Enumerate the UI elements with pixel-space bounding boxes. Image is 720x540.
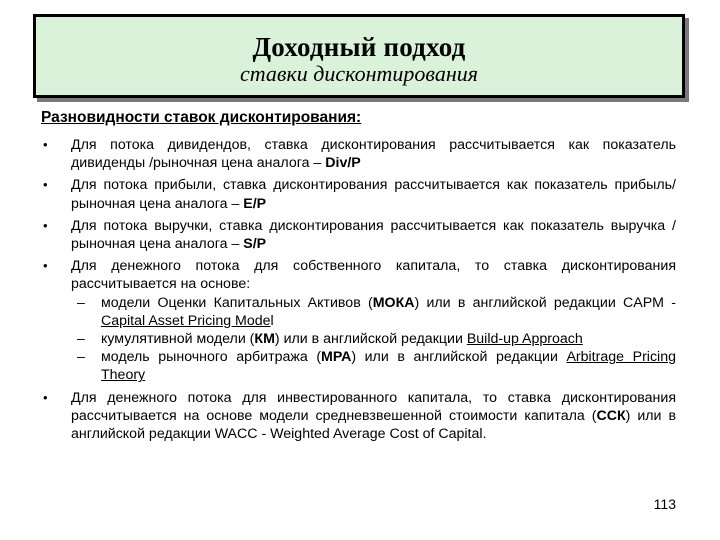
bullet-icon: • — [43, 258, 48, 274]
sub-item-text: модели Оценки Капитальных Активов ( — [101, 294, 373, 311]
sub-item-abbr: КМ — [254, 331, 275, 348]
sub-item-text: ) или в английской редакции — [351, 349, 567, 366]
sub-item-link[interactable]: Capital Asset Pricing Mode — [101, 312, 271, 329]
item-text: Для потока прибыли, ставка дисконтирования рассчитывается как показатель прибыль/рыночная цена аналога – — [71, 177, 676, 212]
item-text: Для денежного потока для инвестированного капитала, то ставка дисконтирования рассчитывается на основе модели средневзвешенной стоимости капитала ( — [71, 389, 676, 424]
sub-item-link[interactable]: Arbitrage Pricing Theory — [101, 349, 676, 384]
item-text: Для потока выручки, ставка дисконтирования рассчитывается как показатель выручка /рыночная цена аналога – — [71, 217, 676, 253]
list-item — [41, 176, 676, 212]
dash-icon: – — [77, 331, 85, 348]
bullet-icon: • — [43, 217, 48, 233]
sub-item — [71, 348, 676, 384]
item-abbr: ССК — [596, 407, 626, 424]
slide-subtitle: ставки дисконтирования — [240, 61, 478, 86]
title-box — [33, 14, 685, 98]
dash-icon: – — [77, 349, 85, 366]
item-formula: E/P — [243, 195, 267, 212]
sub-item-abbr: МРА — [321, 349, 352, 366]
sub-item-text: ) или в английской редакции — [274, 331, 467, 348]
item-formula: S/P — [243, 236, 267, 253]
sub-item — [71, 294, 676, 330]
item-formula: Div/P — [325, 155, 361, 172]
dash-icon: – — [77, 294, 85, 311]
sub-item-text: ) или в английской редакции CAPM - — [414, 294, 676, 311]
bullet-icon: • — [43, 177, 48, 193]
sub-item-text: l — [270, 312, 274, 329]
sub-item-text: кумулятивной модели ( — [101, 331, 255, 348]
slide-title: Доходный подход — [252, 32, 466, 62]
list-item — [41, 217, 676, 253]
bullet-icon: • — [43, 137, 48, 152]
sub-item-text: модель рыночного арбитража ( — [101, 349, 322, 366]
page-number: 113 — [653, 496, 676, 512]
list-item — [41, 136, 676, 172]
list-item — [41, 389, 676, 444]
item-text: Для потока дивидендов, ставка дисконтирования рассчитывается как показатель дивиденды /рыночная цена аналога – — [71, 137, 676, 172]
list-item — [41, 257, 676, 384]
item-text: ) или в английской редакции WACC - Weighted Average Cost of Capital. — [71, 407, 676, 443]
sub-item-abbr: МОКА — [372, 294, 415, 311]
section-heading: Разновидности ставок дисконтирования: — [41, 109, 362, 126]
sub-item-link[interactable]: Build-up Approach — [466, 331, 583, 348]
sub-item — [71, 330, 676, 348]
bullet-icon: • — [43, 389, 48, 405]
bullet-list — [41, 136, 676, 447]
item-text: Для денежного потока для собственного капитала, то ставка дисконтирования рассчитывается на основе: — [71, 258, 676, 293]
